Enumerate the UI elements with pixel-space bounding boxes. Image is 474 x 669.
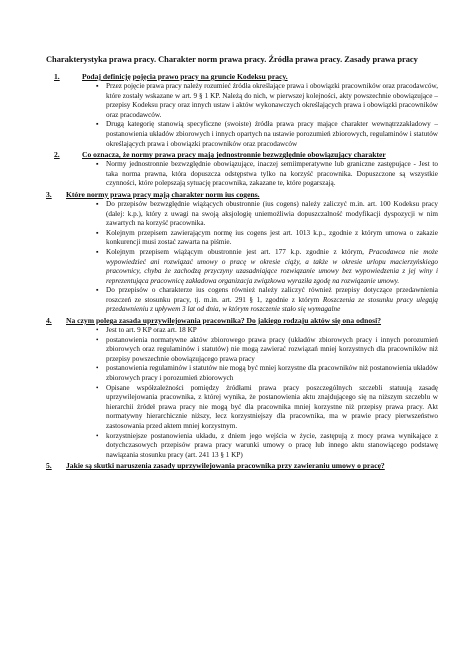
list-item-text: Do przepisów o charakterze ius cogens również należy zaliczyć również przepisy dotyczące przedawnienia roszczeń ze stosunku pracy, tj. m.in. art. 291 § 1, zgodnie z którym — [106, 286, 438, 304]
list-item-text: Opisane współzależności pomiędzy źródłami prawa pracy poszczególnych szczebli statuują zasadę uprzywilejowania pracownika, z której wynika, że postanowienia aktu znajdującego się na niższym szczeblu w hierarchii źródeł prawa pracy nie mogą być dla pracownika mniej korzystne niż przepisy prawa pracy. Akt normatywny hierarchicznie niższy, lecz korzystniejszy dla pracownika, ma w prawie pracy pierwszeństwo zastosowania przed aktem mniej korzystnym. — [106, 383, 438, 430]
section-heading — [46, 190, 438, 200]
section-number: 1. — [54, 72, 60, 81]
list-item-text: postanowienia regulaminów i statutów nie mogą być mniej korzystne dla pracowników niż postanowienia układów zbiorowych pracy i porozumień zbiorowych — [106, 364, 438, 383]
list-item-text: postanowienia normatywne aktów zbiorowego prawa pracy (układów zbiorowych pracy i innych porozumień zbiorowych oraz regulaminów i statutów) nie mogą zawierać rozwiązań mniej korzystnych dla pracowników niż przepisy powszechnie obowiązującego prawa pracy — [106, 335, 438, 363]
list-item — [46, 336, 438, 365]
bullet-list — [46, 326, 438, 460]
list-item — [46, 248, 438, 286]
list-item-text: Kolejnym przepisem wiążącym obustronnie jest art. 177 k.p. zgodnie z którym, — [106, 247, 369, 256]
section-3 — [46, 190, 438, 315]
quoted-article-text: Pracodawca nie może wypowiedzieć ani rozwiązać umowy o pracę w okresie ciąży, a także w okresie urlopu macierzyńskiego pracownicy, chyba że zachodzą przyczyny uzasadniające rozwiązanie umowy bez wypowiedzenia z jej winy i reprezentująca pracownicę zakładowa organizacja związkowa wyraziła zgodę na rozwiązanie umowy. — [106, 247, 438, 285]
section-heading-text: Jakie są skutki naruszenia zasady uprzywilejowania pracownika przy zawieraniu umowy o pracę? — [66, 461, 385, 471]
list-item-text: Normy jednostronnie bezwzględnie obowiązujące, inaczej semiimperatywne lub graniczne zastępujące - Jest to taka norma prawna, która dopuszcza odstępstwa tylko na korzyść pracownika. Dopuszczone są wszystkie czynności, które polepszają sytuację pracownika, zakazane te, które pogarszają. — [106, 160, 438, 188]
bullet-list — [46, 160, 438, 189]
list-item — [46, 229, 438, 248]
section-number: 3. — [46, 189, 52, 199]
section-heading-text: Podaj definicję pojęcia prawo pracy na gruncie Kodeksu pracy. — [82, 72, 288, 81]
list-item — [46, 364, 438, 383]
list-item-text: Drugą kategorię stanowią specyficzne (swoiste) źródła prawa pracy mające charakter wewnątrzzakładowy – postanowienia układów zbiorowych i innych opartych na ustawie porozumień zbiorowych, regulaminów i statutów określających prawa i obowiązki pracowników oraz pracodawców — [106, 120, 438, 148]
section-heading-text: Co oznacza, że normy prawa pracy mają jednostronnie bezwzględnie obowiązujący charakter — [82, 150, 386, 160]
bullet-list — [46, 82, 438, 149]
section-heading — [46, 150, 438, 160]
section-4 — [46, 316, 438, 460]
quoted-article-text: Roszczenia ze stosunku pracy ulegają przedawnieniu z upływem 3 lat od dnia, w którym roszczenie stało się wymagalne — [106, 295, 438, 314]
list-item-text: Kolejnym przepisem zawierającym normę ius cogens jest art. 1013 k.p., zgodnie z którym umowa o zakazie konkurencji musi zostać zawarta na piśmie. — [106, 228, 438, 247]
list-item-text: Jest to art. 9 KP oraz art. 18 KP — [106, 326, 197, 335]
list-item-text: Do przepisów bezwzględnie wiążących obustronnie (ius cogens) należy zaliczyć m.in. art. 100 Kodeksu pracy (dalej: k.p.), który z uwagi na swoją aksjologię uniemożliwia dopuszczalność modyfikacji dyspozycji w nim zawartych na korzyść pracownika. — [106, 199, 438, 228]
list-item — [46, 160, 438, 189]
list-item — [46, 384, 438, 432]
section-5 — [46, 461, 438, 471]
section-heading — [46, 72, 438, 82]
list-item — [46, 200, 438, 229]
list-item-text: korzystniejsze postanowienia układu, z dniem jego wejścia w życie, zastępują z mocy prawa wynikające z dotychczasowych przepisów prawa pracy warunki umowy o pracę lub innego aktu stanowiącego podstawę nawiązania stosunku pracy (art. 241 13 § 1 KP) — [106, 431, 438, 459]
list-item — [46, 82, 438, 120]
document-title: Charakterystyka prawa pracy. Charakter norm prawa pracy. Źródła prawa pracy. Zasady prawa pracy — [46, 55, 418, 64]
list-item — [46, 432, 438, 461]
list-item — [46, 120, 438, 149]
list-item — [46, 286, 438, 315]
bullet-list — [46, 200, 438, 315]
section-number: 5. — [46, 461, 52, 471]
section-2 — [46, 150, 438, 189]
sections-list — [46, 72, 438, 471]
list-item-text: Przez pojęcie prawa pracy należy rozumieć źródła określające prawa i obowiązki pracowników oraz pracodawców, które zostały wskazane w art. 9 § 1 KP. Należą do nich, w pierwszej kolejności, akty powszechnie obowiązujące – przepisy Kodeksu pracy oraz innych ustaw i aktów wykonawczych określających prawa i obowiązki pracowników oraz pracodawców. — [106, 82, 438, 119]
section-heading-text: Które normy prawa pracy mają charakter norm ius cogens. — [66, 189, 260, 199]
section-heading-text: Na czym polega zasada uprzywilejowania pracownika? Do jakiego rodzaju aktów się ona odnosi? — [66, 316, 382, 326]
section-heading — [46, 316, 438, 326]
section-heading — [46, 461, 438, 471]
list-item — [46, 326, 438, 336]
section-number: 2. — [54, 150, 60, 160]
section-1 — [46, 72, 438, 149]
section-number: 4. — [46, 316, 52, 326]
